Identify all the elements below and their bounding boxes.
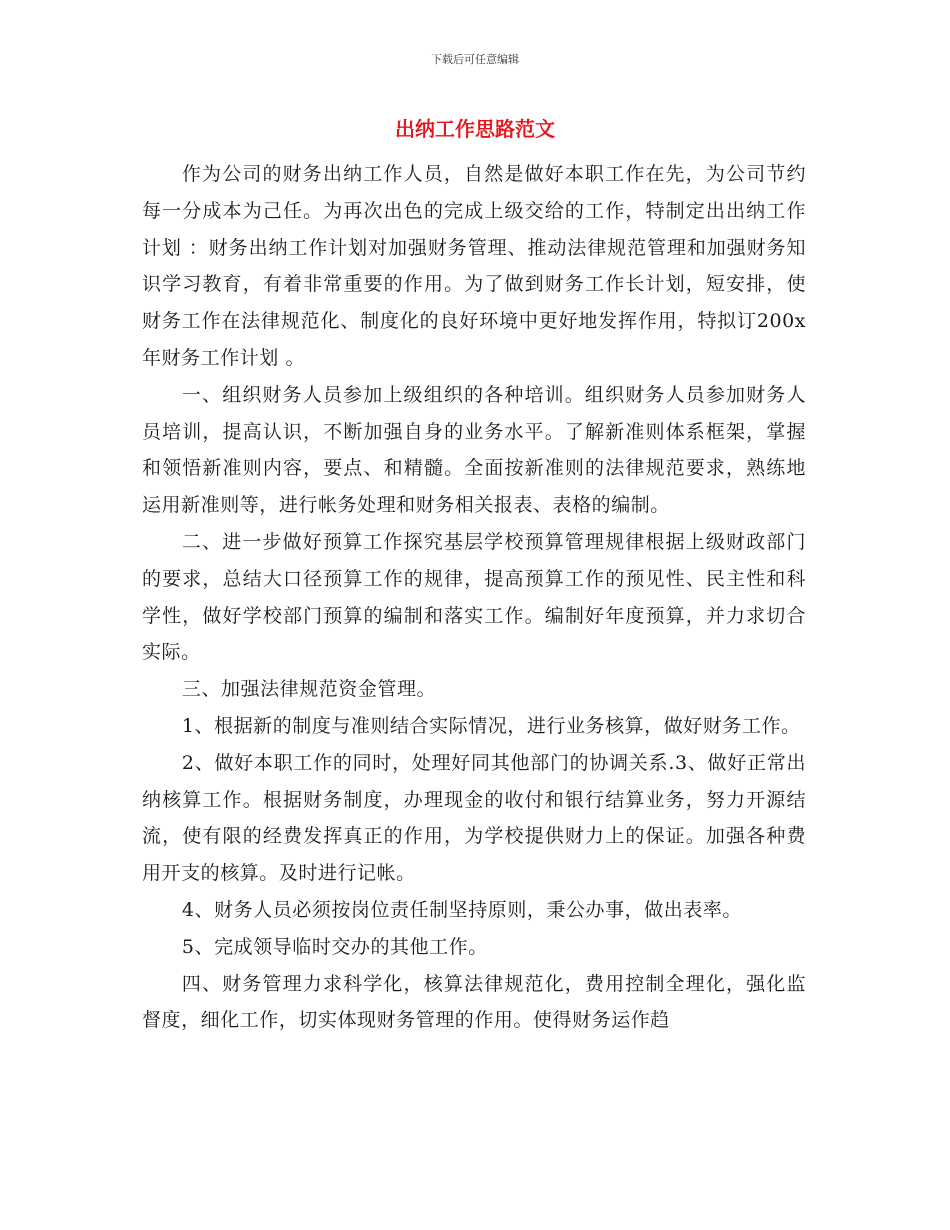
page-header: 下载后可任意编辑 [431,53,519,66]
paragraph-item-4: 4、财务人员必须按岗位责任制坚持原则，秉公办事，做出表率。 [181,898,742,921]
document-title: 出纳工作思路范文 [395,117,555,141]
paragraph-item-2: 2、做好本职工作的同时，处理好同其他部门的协调关系.3、做好正常出纳核算工作。根据财务制度，办理现金的收付和银行结算业务，努力开源结流，使有限的经费发挥真正的作用，为学校提供财力上的保证。加强各种费用开支的核算。及时进行记帐。 [142,751,806,885]
document-body [142,156,806,1039]
paragraph-item-5: 5、完成领导临时交办的其他工作。 [181,935,488,958]
paragraph-intro: 作为公司的财务出纳工作人员，自然是做好本职工作在先，为公司节约每一分成本为己任。为再次出色的完成上级交给的工作，特制定出出纳工作计划 ：财务出纳工作计划对加强财务管理、推动法律规范管理和加强财务知识学习教育，有着非常重要的作用。为了做到财务工作长计划，短安排，使财务工作在法律规范化、制度化的良好环境中更好地发挥作用，特拟订200x年财务工作计划 。 [142,163,806,369]
paragraph-section-4: 四、财务管理力求科学化，核算法律规范化，费用控制全理化，强化监督度，细化工作，切实体现财务管理的作用。使得财务运作趋 [142,972,806,1032]
paragraph-item-1: 1、根据新的制度与准则结合实际情况，进行业务核算，做好财务工作。 [181,714,801,737]
paragraph-section-1: 一、组织财务人员参加上级组织的各种培训。组织财务人员参加财务人员培训，提高认识，不断加强自身的业务水平。了解新准则体系框架，掌握和领悟新准则内容，要点、和精髓。全面按新准则的法律规范要求，熟练地运用新准则等，进行帐务处理和财务相关报表、表格的编制。 [142,383,806,517]
paragraph-section-3: 三、加强法律规范资金管理。 [181,678,437,701]
paragraph-section-2: 二、进一步做好预算工作探究基层学校预算管理规律根据上级财政部门的要求，总结大口径预算工作的规律，提高预算工作的预见性、民主性和科学性，做好学校部门预算的编制和落实工作。编制好年度预算，并力求切合实际。 [142,530,806,664]
